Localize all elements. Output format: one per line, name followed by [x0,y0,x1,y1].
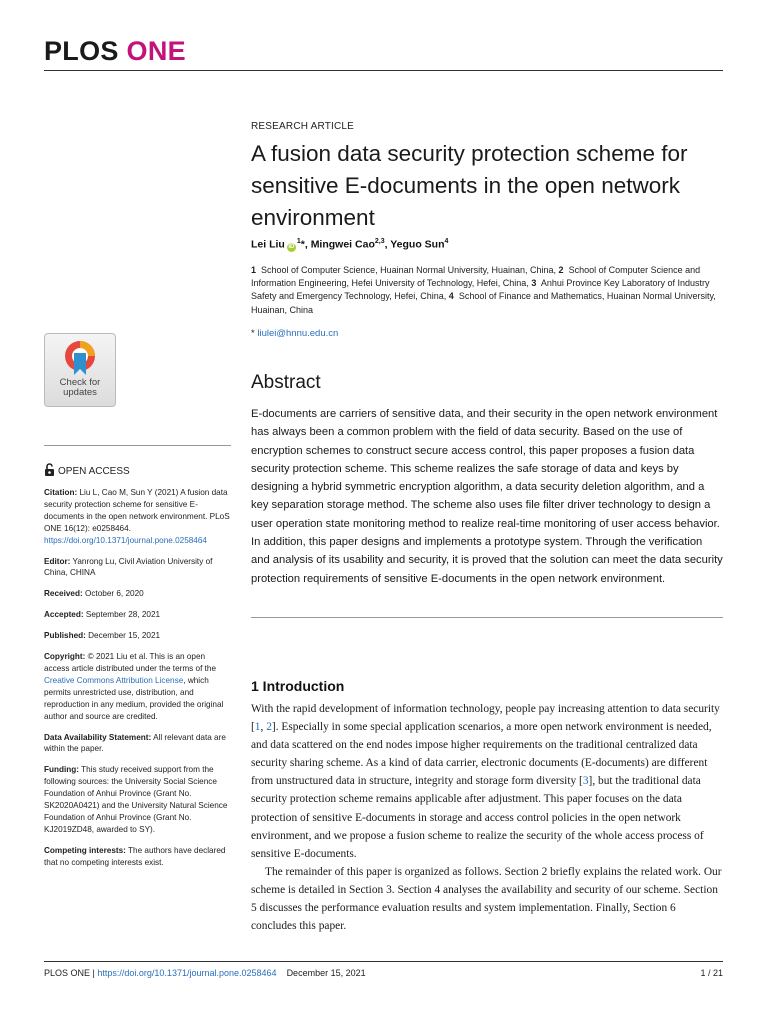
license-link[interactable]: Creative Commons Attribution License [44,675,184,685]
affiliation-number: 2 [558,265,564,275]
affiliation-text: School of Computer Science and Information Engineering, Hefei University of Technology, Hefei, China, [251,265,701,289]
data-availability-label: Data Availability Statement: [44,732,152,742]
footer-info [44,968,366,978]
open-access-text: OPEN ACCESS [58,466,130,477]
corresponding-mark: * [300,238,305,251]
footer-separator: | [92,968,95,978]
affiliation-number: 4 [448,291,454,302]
article-title: A fusion data security protection scheme for sensitive E-documents in the open network environment [251,141,688,230]
footer-divider [44,961,723,962]
received-date: October 6, 2020 [84,589,144,599]
citation-doi-link[interactable]: https://doi.org/10.1371/journal.pone.0258464 [44,535,207,545]
editor-text: Yanrong Lu, Civil Aviation University of China, CHINA [44,556,213,578]
published-block [44,630,232,642]
competing-interests-text: The authors have declared that no competing interests exist. [44,845,226,867]
sidebar-divider [44,445,231,446]
footer-date: December 15, 2021 [286,968,366,978]
author-affiliation-sup: 4 [444,238,449,245]
copyright-text: © 2021 Liu et al. This is an open access article distributed under the terms of the [44,652,217,673]
affiliation-number: 3 [531,278,537,289]
page-number: 1 / 21 [700,968,723,978]
introduction-paragraph: With the rapid development of information technology, people pay increasing attention to data security [1, 2]. Especially in some special application scenarios, a more open network environment is needed, and data scattered on the end nodes impose higher requirements on the traditional centralized data security sharing scheme. As a kind of data carrier, electronic documents (E-documents) are different from unstructured data in structure, integrity and storage form diversity [3], but the traditional data security protection scheme remains applicable after adjustment. This paper focuses on the data protection of sensitive E-documents in storage and access control policies in the open network environment, and we propose a fusion scheme to realize the security of the whole access process of sensitive E-documents. [251,703,720,860]
orcid-icon[interactable]: iD [288,243,295,250]
competing-interests-block [44,845,232,869]
logo-plos: PLOS [44,36,119,66]
introduction-paragraph: The remainder of this paper is organized as follows. Section 2 briefly explains the related work. Our scheme is detailed in Section 3. Section 4 analyses the availability and security of our scheme. Section 5 discusses the performance evaluation results and system implementation. Finally, Section 6 concludes this paper. [251,865,722,933]
funding-text: This study received support from the following sources: the University Social Science Foundation of Anhui Province (Grant No. SK2020A0421) and the University Natural Science Foundation of Anhui Province (Grant No. KJ2019ZD48, awarded to SY). [44,765,228,834]
abstract-text: E-documents are carriers of sensitive data, and their security in the open network environment has always been a common problem with the field of data security. Based on the use of encryption schemes to construct secure access control, this paper proposes a fusion data security protection scheme. This scheme realizes the safe storage of data and keys by designing a hybrid symmetric encryption algorithm, a data security deletion algorithm, and a key separation storage method. The scheme also uses file filter driver technology to design a user operation state monitoring method to realize real-time monitoring of user access behavior. In addition, this paper designs and implements a prototype system. Through the verification and analysis of its usability and security, it is proved that the solution can meet the data security protection requirements of sensitive E-documents in the open network environment. [251,408,723,585]
open-access-lock-icon [44,463,55,476]
copyright-text-end: , which permits unrestricted use, distribution, and reproduction in any medium, provided the original author and source are credited. [44,675,224,721]
published-date: December 15, 2021 [88,631,161,641]
accepted-label: Accepted: [44,610,84,620]
email-link[interactable]: liulei@hnnu.edu.cn [257,328,339,339]
author-affiliation-sup: 1 [296,238,301,245]
data-availability-block [44,732,232,756]
editor-block [44,556,232,580]
check-for-updates-badge[interactable] [44,333,116,407]
abstract-heading: Abstract [251,372,321,393]
check-for-updates-label: Check for updates [59,377,101,398]
check-for-updates-icon [63,339,97,375]
author-name[interactable]: Mingwei Cao [310,238,375,251]
reference-link[interactable]: 3 [582,775,589,788]
affiliation-text: Anhui Province Key Laboratory of Industry Safety and Emergency Technology, Hefei, China, [251,278,710,302]
affiliation-number: 1 [251,265,257,275]
header-divider [44,70,723,71]
affiliations [251,264,723,317]
accepted-block [44,609,232,621]
article-type: RESEARCH ARTICLE [251,121,355,132]
received-block [44,588,232,600]
funding-label: Funding: [44,765,80,775]
published-label: Published: [44,631,86,641]
affiliation-text: School of Finance and Mathematics, Huainan Normal University, Huainan, China [251,291,716,315]
citation-block [44,487,232,547]
logo-one: ONE [126,36,186,66]
author-name[interactable]: Yeguo Sun [390,238,445,251]
affiliation-text: School of Computer Science, Huainan Normal University, Huainan, China, [261,265,557,275]
citation-text: Liu L, Cao M, Sun Y (2021) A fusion data security protection scheme for sensitive E-documents in the open network environment. PLoS ONE 16(12): e0258464. [44,488,230,533]
section-heading: 1 Introduction [251,678,345,694]
author-list: Lei Liu $iD^1*$, Mingwei Cao$^{2,3}$, Yeguo Sun$^4$ [251,238,449,251]
abstract-divider [251,617,723,618]
corresponding-email [251,328,338,339]
data-availability-text: All relevant data are within the paper. [44,732,226,754]
author-name[interactable]: Lei Liu [251,238,285,251]
reference-link[interactable]: 1 [254,721,261,734]
introduction-body [251,700,723,935]
footer-journal: PLOS ONE [44,968,91,978]
editor-label: Editor: [44,556,71,566]
footer-doi-link[interactable]: https://doi.org/10.1371/journal.pone.0258464 [97,968,277,978]
article-metadata [44,487,232,878]
received-label: Received: [44,589,83,599]
citation-label: Citation: [44,488,78,497]
journal-logo[interactable] [44,36,186,67]
author-affiliation-sup: 2,3 [374,238,385,245]
email-prefix: * [251,328,255,339]
funding-block [44,764,232,835]
open-access-label [44,463,130,477]
reference-link[interactable]: 2 [266,721,272,734]
competing-interests-label: Competing interests: [44,845,126,855]
copyright-block [44,651,232,722]
copyright-label: Copyright: [44,652,86,662]
accepted-date: September 28, 2021 [85,610,161,620]
